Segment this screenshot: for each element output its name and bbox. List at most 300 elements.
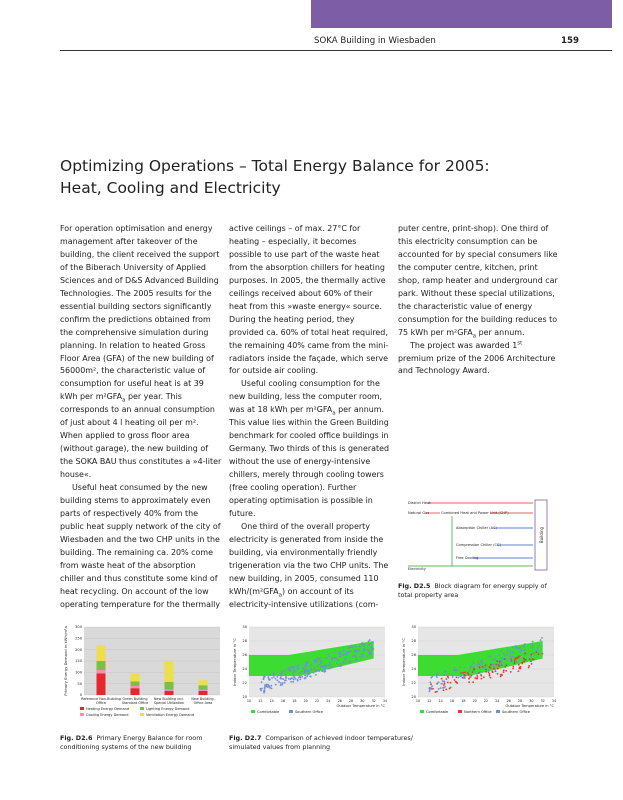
x-tick-label: Office Area <box>193 701 213 705</box>
y-axis-label: Primary Energy Demand in kWh/m²a <box>63 626 68 696</box>
legend-swatch <box>140 707 144 710</box>
data-point <box>503 669 505 671</box>
x-axis-label: Outdoor Temperature in °C <box>505 704 554 708</box>
data-point <box>520 649 522 651</box>
chp-label: Combined Heat and Power Unit (CHP) <box>441 511 509 515</box>
data-point <box>306 675 308 677</box>
data-point <box>523 649 525 651</box>
data-point <box>518 670 520 672</box>
data-point <box>331 658 333 660</box>
y-tick-label: 28 <box>242 639 247 644</box>
data-point <box>268 686 270 688</box>
data-point <box>431 685 433 687</box>
data-point <box>541 652 543 654</box>
energy-supply-block-diagram <box>398 496 560 574</box>
data-point <box>299 672 301 674</box>
legend-label: Southern Office <box>502 710 530 714</box>
x-tick-label: 14 <box>269 699 274 703</box>
data-point <box>260 690 262 692</box>
data-point <box>269 674 271 676</box>
data-point <box>338 665 340 667</box>
bar-segment <box>131 688 140 695</box>
data-point <box>334 651 336 653</box>
y-tick-label: 30 <box>411 625 416 630</box>
data-point <box>271 677 273 679</box>
data-point <box>479 666 481 668</box>
title-line-1: Optimizing Operations – Total Energy Balance for 2005: <box>60 157 490 175</box>
data-point <box>304 669 306 671</box>
bar-segment <box>199 680 208 685</box>
x-tick-label: 10 <box>246 699 252 703</box>
data-point <box>342 654 344 656</box>
x-tick-label: 12 <box>258 699 263 703</box>
data-point <box>430 683 432 685</box>
data-point <box>456 681 458 683</box>
legend-label: Heating Energy Demand <box>86 707 130 711</box>
legend-swatch <box>458 710 462 713</box>
x-tick-label: Special Utilization <box>153 701 185 705</box>
legend-swatch <box>420 710 424 713</box>
data-point <box>456 676 458 678</box>
bar-segment <box>199 690 208 691</box>
data-point <box>280 682 282 684</box>
data-point <box>289 670 291 672</box>
indoor-temp-scatter-north-south <box>398 623 563 721</box>
data-point <box>275 678 277 680</box>
y-tick-label: 22 <box>411 681 416 686</box>
data-point <box>518 647 520 649</box>
data-point <box>449 688 451 690</box>
data-point <box>340 663 342 665</box>
data-point <box>515 661 517 663</box>
caption-d2-5 <box>398 582 563 600</box>
data-point <box>470 676 472 678</box>
data-point <box>315 670 317 672</box>
data-point <box>483 667 485 669</box>
data-point <box>284 670 286 672</box>
data-point <box>348 647 350 649</box>
data-point <box>301 670 303 672</box>
data-point <box>488 670 490 672</box>
data-point <box>464 667 466 669</box>
primary-energy-bar-chart <box>60 623 225 723</box>
y-tick-label: 26 <box>411 653 416 658</box>
data-point <box>511 656 513 658</box>
data-point <box>479 671 481 673</box>
data-point <box>302 668 304 670</box>
bar-segment <box>97 661 106 670</box>
data-point <box>452 676 454 678</box>
data-point <box>289 668 291 670</box>
caption-number: Fig. D2.6 <box>60 734 93 742</box>
data-point <box>452 674 454 676</box>
data-point <box>443 689 445 691</box>
data-point <box>275 684 277 686</box>
bar-segment <box>131 673 140 681</box>
data-point <box>292 677 294 679</box>
legend-swatch <box>80 707 84 710</box>
data-point <box>504 654 506 656</box>
y-tick-label: 24 <box>411 667 416 672</box>
x-tick-label: 18 <box>461 699 466 703</box>
data-point <box>444 686 446 688</box>
data-point <box>499 659 501 661</box>
data-point <box>476 674 478 676</box>
x-tick-label: 24 <box>495 699 500 703</box>
data-point <box>314 660 316 662</box>
bar-segment <box>97 670 106 673</box>
data-point <box>283 678 285 680</box>
data-point <box>305 671 307 673</box>
data-point <box>510 652 512 654</box>
data-point <box>450 682 452 684</box>
data-point <box>500 676 502 678</box>
y-tick-label: 20 <box>242 695 247 700</box>
data-point <box>521 662 523 664</box>
data-point <box>519 655 521 657</box>
bar-segment <box>131 686 140 688</box>
data-point <box>468 678 470 680</box>
text-column-1 <box>60 223 222 612</box>
data-point <box>505 663 507 665</box>
paragraph: Useful heat consumed by the new building stems to approximately even parts of respectively 40% from the public heat supply network of the city of Wiesbaden and the two CHP units in the building. The remaining ca. 20% come from waste heat of the absorption chiller and thus constitute some kind of heat recycling. On account of the low operating temperature for the thermally <box>60 483 221 609</box>
bar-segment <box>97 673 106 695</box>
bar-segment <box>165 691 174 695</box>
data-point <box>515 645 517 647</box>
free-cooling-label: Free Cooling <box>456 556 479 560</box>
data-point <box>306 664 308 666</box>
data-point <box>354 645 356 647</box>
data-point <box>304 673 306 675</box>
x-tick-label: Office <box>96 701 106 705</box>
title-line-2: Heat, Cooling and Electricity <box>60 179 281 197</box>
x-tick-label: 22 <box>483 699 489 703</box>
data-point <box>444 671 446 673</box>
data-point <box>316 658 318 660</box>
header-rule <box>60 50 612 51</box>
x-tick-label: 16 <box>280 699 286 703</box>
bar-segment <box>165 661 174 681</box>
x-tick-label: 16 <box>449 699 455 703</box>
legend-swatch <box>140 713 144 716</box>
data-point <box>320 657 322 659</box>
data-point <box>464 677 466 679</box>
data-point <box>524 654 526 656</box>
data-point <box>305 666 307 668</box>
data-point <box>498 665 500 667</box>
data-point <box>494 669 496 671</box>
data-point <box>324 668 326 670</box>
bar-segment <box>97 645 106 661</box>
data-point <box>538 644 540 646</box>
data-point <box>354 655 356 657</box>
data-point <box>306 661 308 663</box>
data-point <box>429 689 431 691</box>
data-point <box>444 674 446 676</box>
data-point <box>358 650 360 652</box>
data-point <box>329 662 331 664</box>
data-point <box>343 663 345 665</box>
data-point <box>317 665 319 667</box>
data-point <box>313 672 315 674</box>
data-point <box>314 668 316 670</box>
data-point <box>291 666 293 668</box>
data-point <box>524 643 526 645</box>
data-point <box>445 688 447 690</box>
data-point <box>436 676 438 678</box>
data-point <box>329 656 331 658</box>
data-point <box>499 654 501 656</box>
data-point <box>444 683 446 685</box>
data-point <box>334 657 336 659</box>
data-point <box>281 671 283 673</box>
data-point <box>495 658 497 660</box>
x-tick-label: Reference Non-Building <box>81 697 121 701</box>
data-point <box>361 642 363 644</box>
data-point <box>459 666 461 668</box>
data-point <box>460 676 462 678</box>
y-axis-label: Indoor Temperature in °C <box>232 638 237 686</box>
data-point <box>494 666 496 668</box>
data-point <box>479 668 481 670</box>
section-title <box>60 155 490 199</box>
data-point <box>317 669 319 671</box>
data-point <box>531 647 533 649</box>
data-point <box>477 666 479 668</box>
data-point <box>519 652 521 654</box>
data-point <box>512 668 514 670</box>
data-point <box>497 673 499 675</box>
data-point <box>537 647 539 649</box>
data-point <box>492 659 494 661</box>
data-point <box>477 663 479 665</box>
data-point <box>299 678 301 680</box>
y-tick-label: 20 <box>411 695 416 700</box>
legend-label: Cooling Energy Demand <box>86 713 129 717</box>
data-point <box>428 690 430 692</box>
data-point <box>503 652 505 654</box>
data-point <box>503 671 505 673</box>
legend-swatch <box>289 710 293 713</box>
data-point <box>285 677 287 679</box>
data-point <box>284 682 286 684</box>
bar-segment <box>165 682 174 690</box>
data-point <box>281 684 283 686</box>
data-point <box>370 646 372 648</box>
y-axis-label: Indoor Temperature in °C <box>401 638 406 686</box>
data-point <box>440 683 442 685</box>
data-point <box>501 660 503 662</box>
data-point <box>490 664 492 666</box>
data-point <box>501 657 503 659</box>
data-point <box>301 676 303 678</box>
data-point <box>500 650 502 652</box>
data-point <box>293 671 295 673</box>
legend-label: Northern Office <box>464 710 492 714</box>
data-point <box>371 649 373 651</box>
data-point <box>273 673 275 675</box>
data-point <box>472 681 474 683</box>
x-tick-label: 30 <box>360 699 365 703</box>
data-point <box>352 655 354 657</box>
data-point <box>468 670 470 672</box>
data-point <box>531 663 533 665</box>
data-point <box>455 670 457 672</box>
y-tick-label: 50 <box>77 681 82 686</box>
data-point <box>342 661 344 663</box>
y-tick-label: 26 <box>242 653 247 658</box>
data-point <box>320 662 322 664</box>
data-point <box>281 675 283 677</box>
data-point <box>492 671 494 673</box>
data-point <box>341 665 343 667</box>
data-point <box>523 657 525 659</box>
paragraph: Useful cooling consumption for the new building, less the computer room, was at 18 kWh per $m^2GFA_a$ per annum. This value lies within the Green Building benchmark for cooled office buildings in Germany. Two thirds of this is generated without the use of energy-intensive chillers, merely through cooling towers (free cooling operation). Further operating optimisation is possible in future. <box>229 379 390 518</box>
x-tick-label: New Building, <box>191 697 215 701</box>
data-point <box>529 658 531 660</box>
data-point <box>372 642 374 644</box>
data-point <box>505 670 507 672</box>
data-point <box>536 650 538 652</box>
data-point <box>279 678 281 680</box>
data-point <box>304 675 306 677</box>
data-point <box>497 668 499 670</box>
data-point <box>280 684 282 686</box>
data-point <box>528 667 530 669</box>
caption-d2-7 <box>229 734 429 752</box>
data-point <box>308 672 310 674</box>
data-point <box>285 679 287 681</box>
data-point <box>326 657 328 659</box>
data-point <box>336 662 338 664</box>
data-point <box>530 660 532 662</box>
data-point <box>287 668 289 670</box>
running-title: SOKA Building in Wiesbaden <box>314 36 436 46</box>
data-point <box>496 660 498 662</box>
data-point <box>484 665 486 667</box>
data-point <box>346 652 348 654</box>
electricity-label: Electricity <box>408 567 426 571</box>
data-point <box>514 662 516 664</box>
bar-segment <box>199 691 208 695</box>
data-point <box>323 665 325 667</box>
data-point <box>540 639 542 641</box>
building-label: Building <box>539 526 544 544</box>
x-tick-label: 28 <box>517 699 523 703</box>
data-point <box>349 662 351 664</box>
data-point <box>523 661 525 663</box>
data-point <box>366 655 368 657</box>
data-point <box>480 661 482 663</box>
data-point <box>271 687 273 689</box>
data-point <box>348 651 350 653</box>
data-point <box>482 663 484 665</box>
data-point <box>486 664 488 666</box>
x-tick-label: 34 <box>551 699 557 703</box>
data-point <box>273 676 275 678</box>
data-point <box>307 670 309 672</box>
data-point <box>293 666 295 668</box>
x-tick-label: 22 <box>314 699 320 703</box>
data-point <box>481 659 483 661</box>
paragraph: One third of the overall property electricity is generated from inside the building, via environmentally friendly trigeneration via the two CHP units. The new building, in 2005, consumed 110 kWh/$(m^2GFA_a)$ on account of its electricity-intensive utilizations (com- <box>229 521 389 609</box>
data-point <box>338 652 340 654</box>
data-point <box>344 659 346 661</box>
data-point <box>510 671 512 673</box>
paragraph: active ceilings – of max. 27°C for heating – especially, it becomes possible to use part of the waste heat from the absorption chillers for heating purposes. In 2005, the thermally active ceilings received about 60% of their heat from this »waste energy« source. During the heating period, they provided ca. 60% of total heat required, the remaining 40% came from the mini-radiators inside the façade, which serve for outside air cooling. <box>229 224 389 376</box>
data-point <box>362 655 364 657</box>
y-tick-label: 150 <box>75 659 82 664</box>
data-point <box>506 653 508 655</box>
data-point <box>297 668 299 670</box>
y-tick-label: 28 <box>411 639 416 644</box>
data-point <box>462 672 464 674</box>
data-point <box>460 672 462 674</box>
data-point <box>518 668 520 670</box>
data-point <box>489 675 491 677</box>
data-point <box>293 679 295 681</box>
data-point <box>438 681 440 683</box>
x-tick-label: Green Building <box>122 697 148 701</box>
data-point <box>298 677 300 679</box>
header-color-bar <box>311 0 612 28</box>
data-point <box>472 671 474 673</box>
data-point <box>318 658 320 660</box>
data-point <box>435 691 437 693</box>
data-point <box>492 664 494 666</box>
data-point <box>485 671 487 673</box>
data-point <box>319 664 321 666</box>
data-point <box>500 674 502 676</box>
data-point <box>369 639 371 641</box>
data-point <box>292 681 294 683</box>
data-point <box>441 678 443 680</box>
data-point <box>321 670 323 672</box>
data-point <box>473 669 475 671</box>
caption-number: Fig. D2.5 <box>398 582 431 590</box>
y-tick-label: 30 <box>242 625 247 630</box>
x-tick-label: 14 <box>438 699 443 703</box>
x-tick-label: 26 <box>337 699 342 703</box>
compression-chiller-label: Compression Chiller (CC) <box>456 543 501 547</box>
paragraph: The project was awarded 1st premium prize of the 2006 Architecture and Technology Award. <box>398 339 556 376</box>
data-point <box>504 666 506 668</box>
data-point <box>457 677 459 679</box>
data-point <box>290 678 292 680</box>
data-point <box>506 660 508 662</box>
legend-swatch <box>80 713 84 716</box>
data-point <box>369 643 371 645</box>
data-point <box>512 652 514 654</box>
text-column-3 <box>398 223 560 378</box>
data-point <box>500 664 502 666</box>
legend-label: Comfortable <box>426 710 449 714</box>
data-point <box>447 676 449 678</box>
data-point <box>482 666 484 668</box>
data-point <box>263 676 265 678</box>
paragraph: For operation optimisation and energy management after takeover of the building, the client received the support of the Biberach University of Applied Sciences and of D&S Advanced Building Technologies. The 2005 results for the essential building sectors significantly confirm the predictions obtained from the comprehensive simulation during planning. In relation to heated Gross Floor Area (GFA) of the new building of 56000m², the characteristic value of consumption for useful heat is at 39 kWh per $m^2GFA_a$ per year. This corresponds to an annual consumption of just about 4 l heating oil per m². When applied to gross floor area (without garage), the new building of the SOKA BAU thus constitutes a »4-liter house«. <box>60 224 222 480</box>
data-point <box>369 653 371 655</box>
data-point <box>472 666 474 668</box>
data-point <box>518 664 520 666</box>
data-point <box>489 655 491 657</box>
data-point <box>317 661 319 663</box>
data-point <box>297 679 299 681</box>
data-point <box>464 671 466 673</box>
data-point <box>263 690 265 692</box>
data-point <box>528 665 530 667</box>
caption-d2-6 <box>60 734 225 752</box>
